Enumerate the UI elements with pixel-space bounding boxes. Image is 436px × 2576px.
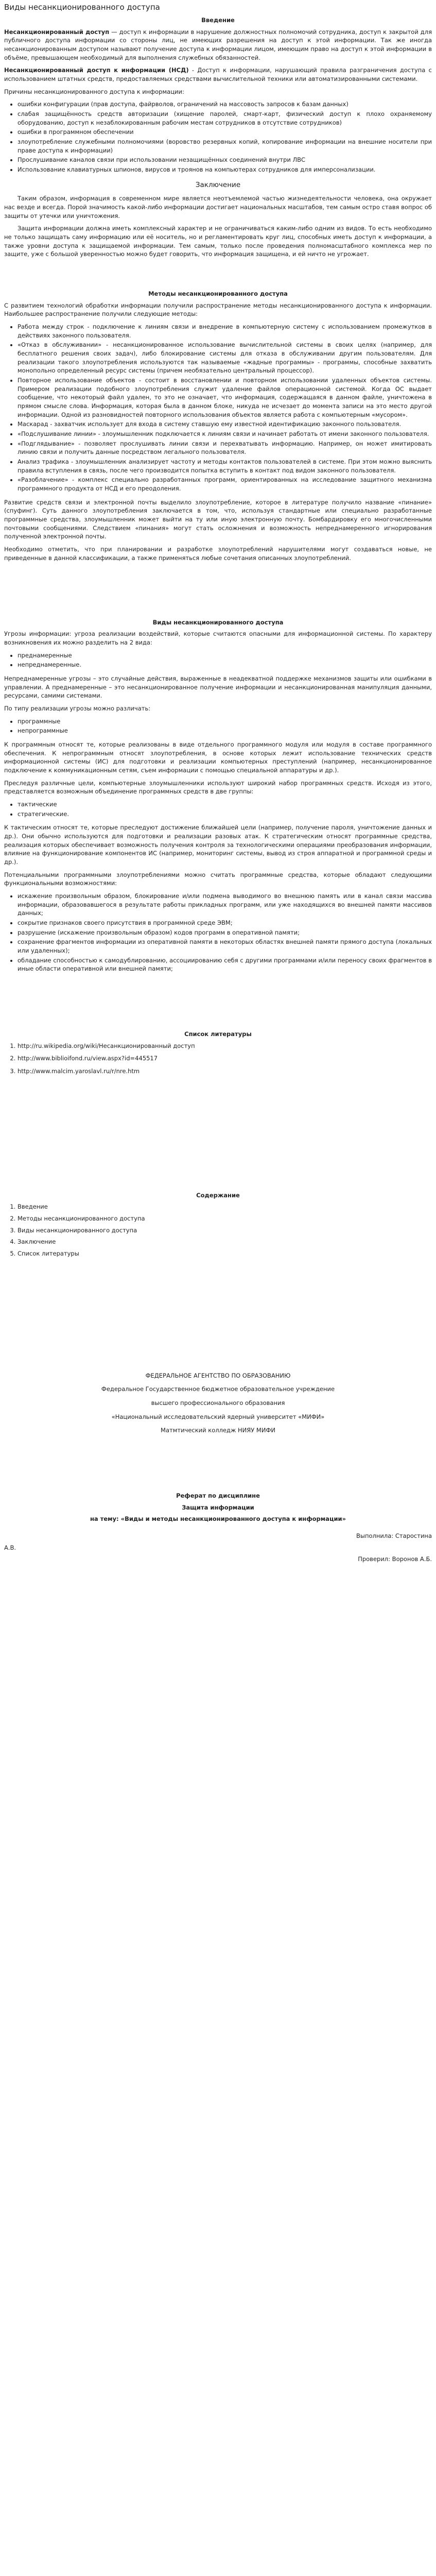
types-kinds-list — [4, 651, 432, 669]
intro-term-1: Несанкционированный доступ — [4, 28, 110, 36]
conclusion-paragraph-1: Таким образом, информация в современном мире является неотъемлемой частью жизнедеятельности человека, она окружает нас везде и всегда. Порой значимость какой-либо информации достигает национальных масштабов, тем самым остро ставя вопрос об защиты от утечки или уничтожения. — [4, 195, 432, 219]
performed-initials: А.В. — [4, 1544, 16, 1551]
literature-item: 1. http://ru.wikipedia.org/wiki/Несанкционированный доступ — [18, 1042, 432, 1050]
methods-paragraph-2: Развитие средств связи и электронной почты выделило злоупотребление, которое в литературе получило название «пинание» (спуфинг). Суть данного злоупотребления заключается в том, что, используя стандартные или специально разработанные программные средства, злоумышленник может выйти на ту или иную электронную почту. Бомбардировку его многочисленными почтовыми сообщениями. Следствием «пинания» могут стать осложнения и возможность непреднамеренного игнорирования полученной электронной почты. — [4, 498, 432, 540]
list-item: • Работа между строк - подключение к линиям связи и внедрение в компьютерную систему с использованием промежутков в действиях законного пользователя. — [18, 323, 432, 340]
literature-list — [4, 1042, 432, 1076]
institution-line-2: Федеральное Государственное бюджетное образовательное учреждение — [101, 1385, 335, 1393]
conclusion-paragraph-2: Защита информации должна иметь комплексный характер и не ограничиваться каким-либо одним из видов. То есть необходимо не только защищать саму информацию или её носитель, но и регламентировать круг лиц, способных иметь доступ к информации, а также уровни доступа к защищаемой информации. Тем самым, только после проведения полномасштабного комплекса мер по защите, уже с большой уверенностью можно будет говорить, что информация защищена, и ей ничто не угрожает. — [4, 225, 432, 258]
methods-list — [4, 323, 432, 493]
list-item: • Анализ трафика - злоумышленник анализирует частоту и методы контактов пользователей в системе. При этом можно выяснить правила вступления в связь, после чего производится попытка вступить в контакт под видом законного пользователя. — [18, 457, 432, 474]
list-item: • «Разоблачение» - комплекс специально разработанных программ, ориентированных на исследование защитного механизма программного продукта от НСД и его преодоления. — [18, 476, 432, 493]
list-item: • искажение произвольным образом, блокирование и/или подмена выводимого во внешнюю память или в канал связи массива информации, образовавшегося в результате работы прикладных программ, или уже находящихся во внешней памяти массивов данных; — [18, 892, 432, 918]
list-item: • Использование клавиатурных шпионов, вирусов и троянов на компьютерах сотрудников для имперсонализации. — [18, 165, 432, 174]
list-item: • ошибки конфигурации (прав доступа, файрволов, ограничений на массовость запросов к базам данных) — [18, 100, 432, 109]
reasons-list — [4, 100, 432, 174]
list-item: • сохранение фрагментов информации из оперативной памяти в некоторых областях внешней памяти прямого доступа (локальных или удаленных); — [18, 938, 432, 955]
list-item: • тактические — [18, 800, 432, 809]
list-item: • Повторное использование объектов - состоит в восстановлении и повторном использовании удаленных объектов системы. Примером реализации подобного злоупотребления служит удаление файлов операционной системой. Когда ОС выдает сообщение, что некоторый файл удален, то это не означает, что информация, содержащаяся в данном файле, уничтожена в прямом смысле слова. Информация, которая была в данном блоке, никуда не исчезает до момента записи на это место другой информации. Одной из разновидностей повторного использования объектов является работа с компьютерным «мусором». — [18, 376, 432, 419]
types-capabilities-list — [4, 892, 432, 973]
types-paragraph-2: Непреднамеренные угрозы – это случайные действия, выраженные в неадекватной поддержке механизмов защиты или ошибками в управлении. А преднамеренные – это несанкционированное получение информации и несанкционированная манипуляция данными, ресурсами, самими системами. — [4, 674, 432, 700]
list-item: • «Подслушивание линии» - злоумышленник подключается к линиям связи и начинает работать от имени законного пользователя. — [18, 430, 432, 438]
checked-by: Проверил: Воронов А.Б. — [358, 1555, 432, 1563]
reasons-heading: Причины несанкционированного доступа к информации: — [4, 88, 184, 95]
list-item: • программные — [18, 717, 432, 726]
intro-paragraph-1 — [4, 28, 432, 62]
types-paragraph-5: Преследуя различные цели, компьютерные злоумышленники используют широкий набор программных средств. Исходя из этого, представляется возможным объединение программных средств в две группы: — [4, 779, 432, 795]
toc-item: 5. Список литературы — [18, 1249, 432, 1258]
intro-paragraph-2 — [4, 66, 432, 83]
list-item: • сокрытие признаков своего присутствия в программной среде ЭВМ; — [18, 919, 432, 927]
types-paragraph-3: По типу реализации угрозы можно различать: — [4, 704, 151, 712]
methods-paragraph-1: С развитием технологий обработки информации получили распространение методы несанкционированного доступа к информации. Наибольшее распространение получили следующие методы: — [4, 301, 432, 318]
types-paragraph-4: К программным относят те, которые реализованы в виде отдельного программного модуля или модуля в составе программного обеспечения. К непрограммным относят злоупотребления, в основе которых лежит использование технических средств информационной системы (ИС) для подготовки и реализации компьютерных преступлений (например, несанкционированное подключение к коммуникационным сетям, съем информации с помощью специальной аппаратуры и др.). — [4, 740, 432, 774]
intro-term-2: Несанкционированный доступ к информации (НСД) — [4, 66, 189, 74]
institution-line-4: «Национальный исследовательский ядерный университет «МИФИ» — [111, 1413, 325, 1420]
types-groups-list — [4, 800, 432, 818]
list-item: • Прослушивание каналов связи при использовании незащищённых соединений внутри ЛВС — [18, 156, 432, 164]
intro-text-1: — доступ к информации в нарушение должностных полномочий сотрудника, доступ к закрытой для публичного доступа информации со стороны лиц, не имеющих разрешения на доступ к этой информации. Так же иногда несанкционированным доступом называют получение доступа к информации лицом, имеющим право на доступ к этой информации в объёме, превышающем необходимый для выполнения служебных обязанностей. — [4, 28, 432, 61]
literature-heading: Список литературы — [184, 1030, 252, 1038]
intro-heading: Введение — [201, 16, 235, 24]
types-paragraph-6: К тактическим относят те, которые преследуют достижение ближайшей цели (например, получение пароля, уничтожение данных и др.). Они обычно используются для подготовки и реализации разовых атак. К стратегическим относят программные средства, реализация которых обеспечивает возможность получения контроля за технологическими операциями преобразования информации, влияние на функционирование компонентов ИС (например, мониторинг системы, вывод из строя аппаратной и программной среды и др.). — [4, 824, 432, 866]
types-paragraph-7: Потенциальными программными злоупотреблениями можно считать программные средства, которые обладают следующими функциональными возможностями: — [4, 871, 432, 887]
institution-line-1: ФЕДЕРАЛЬНОЕ АГЕНТСТВО ПО ОБРАЗОВАНИЮ — [145, 1371, 291, 1379]
list-item: • Маскарад - захватчик использует для входа в систему ставшую ему известной идентификацию законного пользователя. — [18, 420, 432, 429]
literature-item: 3. http://www.malcim.yaroslavl.ru/r/nre.htm — [18, 1067, 432, 1076]
list-item: • непреднамеренные. — [18, 660, 432, 669]
page-title: Виды несанкционированного доступа — [4, 3, 160, 12]
list-item: • преднамеренные — [18, 651, 432, 660]
methods-paragraph-3: Необходимо отметить, что при планировании и разработке злоупотреблений нарушителями могут создаваться новые, не приведенные в данной классификации, а также применяться любые сочетания описанных злоупотреблений. — [4, 546, 432, 562]
toc-item: 1. Введение — [18, 1202, 432, 1211]
institution-line-5: Матмтический колледж НИЯУ МИФИ — [161, 1427, 275, 1434]
toc-item: 4. Заключение — [18, 1238, 432, 1246]
toc-item: 3. Виды несанкционированного доступа — [18, 1226, 432, 1235]
topic: на тему: «Виды и методы несанкционированного доступа к информации» — [90, 1515, 346, 1523]
literature-item: 2. http://www.biblioifond.ru/view.aspx?id=445517 — [18, 1054, 432, 1063]
discipline: Защита информации — [182, 1503, 254, 1511]
list-item: • злоупотребление служебными полномочиями (воровство резервных копий, копирование информации на внешние носители при праве доступа к информации) — [18, 138, 432, 155]
institution-line-3: высшего профессионального образования — [151, 1399, 285, 1407]
list-item: • разрушение (искажение произвольным образом) кодов программ в оперативной памяти; — [18, 928, 432, 937]
list-item: • ошибки в программном обеспечении — [18, 128, 432, 137]
ref-label: Реферат по дисциплине — [176, 1492, 260, 1500]
list-item: • обладание способностью к самодублированию, ассоциированию себя с другими программами и/или переносу своих фрагментов в иные области оперативной или внешней памяти; — [18, 956, 432, 973]
toc-item: 2. Методы несанкционированного доступа — [18, 1214, 432, 1223]
list-item: • «Подглядывание» - позволяет прослушивать линии связи и перехватывать информацию. Например, он может имитировать линию связи и получить данные посредством легального пользователя. — [18, 439, 432, 456]
list-item: • непрограммные — [18, 726, 432, 735]
methods-heading: Методы несанкционированного доступа — [148, 290, 288, 298]
types-paragraph-1: Угрозы информации: угроза реализации воздействий, которые считаются опасными для информационной системы. По характеру возникновения их можно разделить на 2 вида: — [4, 630, 432, 646]
intro-text-2: - Доступ к информации, нарушающий правила разграничения доступа с использованием штатных средств, предоставляемых средствами вычислительной техники или автоматизированными системами. — [4, 66, 432, 83]
toc-list — [4, 1202, 432, 1258]
list-item: • стратегические. — [18, 810, 432, 819]
performed-by: Выполнила: Старостина — [356, 1532, 432, 1540]
list-item: • «Отказ в обслуживании» - несанкционированное использование вычислительной системы в своих целях (например, для бесплатного решения своих задач), либо блокирование системы для отказа в обслуживании другим пользователям. Для реализации такого злоупотребления используются так называемые «жадные программы» - программы, способные захватить монопольно определенный ресурс системы (причем необязательно центральный процессор). — [18, 341, 432, 375]
conclusion-heading: Заключение — [195, 180, 241, 189]
types-impl-list — [4, 717, 432, 735]
types-heading: Виды несанкционированного доступа — [152, 618, 284, 626]
list-item: • слабая защищённость средств авторизации (хищение паролей, смарт-карт, физический доступ к плохо охраняемому оборудованию, доступ к незаблокированным рабочим местам сотрудников в отсутствие сотрудников) — [18, 110, 432, 127]
toc-heading: Содержание — [196, 1191, 240, 1199]
